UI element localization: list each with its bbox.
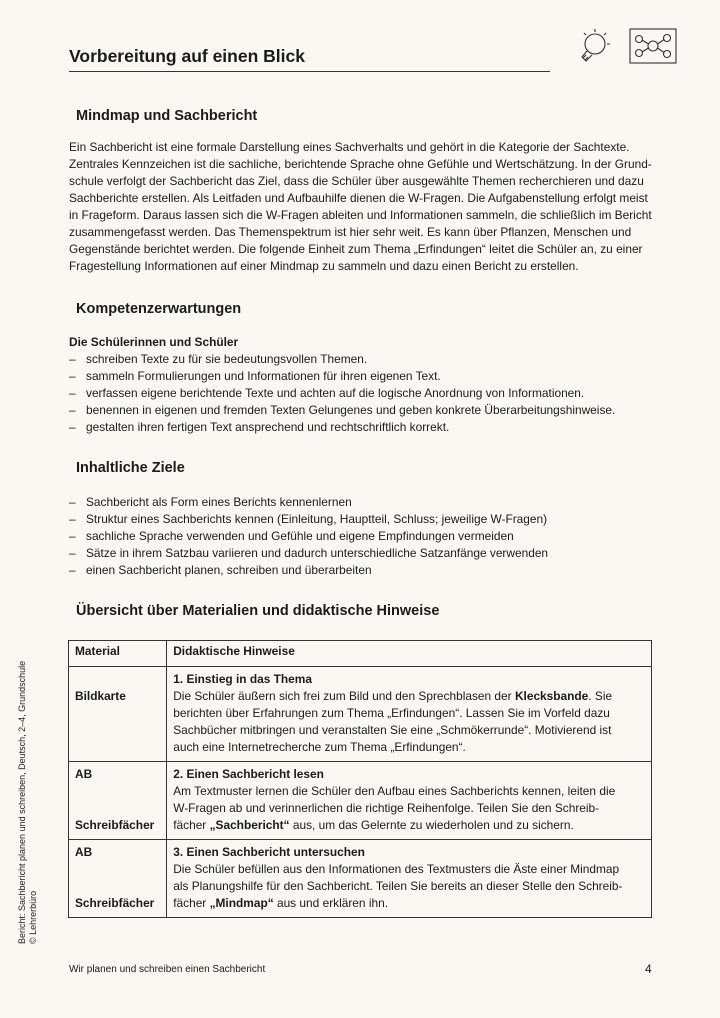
hint-line: Sachbücher mitbringen und veranstalten Sie eine „Schmökerrunde“. Motivierend ist — [173, 723, 612, 737]
list-item-text: benennen in eigenen und fremden Texten Gelungenes und geben konkrete Überarbeitungshinweise. — [86, 403, 616, 417]
material-cell — [69, 667, 167, 762]
hint-text: aus und erklären ihn. — [273, 896, 389, 910]
hint-line: Am Textmuster lernen die Schüler den Aufbau eines Sachberichts kennen, leiten die — [173, 784, 616, 798]
paragraph-line: Sachberichte erstellen. Als Leitfaden und Aufbauhilfe dienen die W-Fragen. Die Aufgabenstellung erfolgt meist — [69, 191, 648, 205]
hint-cell — [167, 762, 652, 840]
paragraph-line: Ein Sachbericht ist eine formale Darstellung eines Sachverhalts und gehört in die Kategorie der Sachtexte. — [69, 140, 630, 154]
section-heading-mindmap: Mindmap und Sachbericht — [76, 108, 258, 124]
material-label: AB — [75, 845, 93, 859]
material-label: Schreibfächer — [75, 818, 155, 832]
side-note-line: © Lehrerbüro — [28, 890, 38, 944]
hint-cell — [167, 667, 652, 762]
list-item — [69, 419, 669, 436]
dash-bullet: – — [69, 495, 76, 509]
dash-bullet: – — [69, 563, 76, 577]
footer-title: Wir planen und schreiben einen Sachbericht — [69, 964, 266, 975]
list-item — [69, 385, 669, 402]
hint-line: W-Fragen ab und verinnerlichen die richtige Reihenfolge. Teilen Sie den Schreib- — [173, 801, 600, 815]
hint-line — [173, 895, 645, 912]
section-heading-uebersicht: Übersicht über Materialien und didaktische Hinweise — [76, 603, 440, 619]
header-icons — [573, 27, 677, 69]
dash-bullet: – — [69, 512, 76, 526]
section-heading-kompetenz: Kompetenzerwartungen — [76, 301, 242, 317]
hint-line: berichten über Erfahrungen zum Thema „Erfindungen“. Lassen Sie im Vorfeld dazu — [173, 706, 610, 720]
paragraph-line: Zentrales Kennzeichen ist die sachliche, berichtende Sprache ohne Gefühle und Wertschätzung. In der Grund- — [69, 157, 652, 171]
step-title: 1. Einstieg in das Thema — [173, 672, 312, 686]
list-item — [69, 368, 669, 385]
list-item-text: gestalten ihren fertigen Text ansprechend und rechtschriftlich korrekt. — [86, 420, 450, 434]
list-item-text: Sachbericht als Form eines Berichts kennenlernen — [86, 495, 352, 509]
hint-line: Die Schüler befüllen aus den Informationen des Textmusters die Äste einer Mindmap — [173, 862, 620, 876]
paragraph-line: in Frageform. Daraus lassen sich die W-Fragen ableiten und Informationen sammeln, die schließlich im Bericht — [69, 208, 652, 222]
column-header-material: Material — [69, 641, 167, 667]
hint-line — [173, 817, 645, 834]
list-item — [69, 528, 669, 545]
dash-bullet: – — [69, 420, 76, 434]
lightbulb-icon — [573, 27, 615, 69]
list-item — [69, 402, 669, 419]
goals-list — [69, 494, 669, 579]
paragraph-line: Fragestellung Informationen auf einer Mindmap zu sammeln und dazu einen Bericht zu erstellen. — [69, 259, 579, 273]
material-label: Bildkarte — [75, 689, 126, 703]
mindmap-icon — [629, 27, 677, 65]
material-label: AB — [75, 767, 93, 781]
list-item-text: verfassen eigene berichtende Texte und achten auf die logische Anordnung von Informationen. — [86, 386, 585, 400]
list-item — [69, 511, 669, 528]
table-row — [69, 840, 652, 918]
table-row — [69, 762, 652, 840]
page-title: Vorbereitung auf einen Blick — [69, 46, 550, 72]
hint-text: . Sie — [588, 689, 613, 703]
dash-bullet: – — [69, 546, 76, 560]
material-cell — [69, 762, 167, 840]
column-header-hinweise: Didaktische Hinweise — [167, 641, 652, 667]
list-item — [69, 494, 669, 511]
side-note-line: Bericht: Sachbericht planen und schreiben, Deutsch, 2–4, Grundschule — [17, 660, 27, 944]
list-item-text: Sätze in ihrem Satzbau variieren und dadurch unterschiedliche Satzanfänge verwenden — [86, 546, 549, 560]
list-item-text: sachliche Sprache verwenden und Gefühle und eigene Empfindungen vermeiden — [86, 529, 514, 543]
list-item — [69, 351, 669, 368]
dash-bullet: – — [69, 369, 76, 383]
hint-bold-text: Klecksbande — [514, 689, 589, 703]
list-item — [69, 562, 669, 579]
paragraph-line: Gegenstände berichtet werden. Die folgende Einheit zum Thema „Erfindungen“ leitet die Schüler an, zu einer — [69, 242, 643, 256]
dash-bullet: – — [69, 352, 76, 366]
table-row — [69, 667, 652, 762]
page-number: 4 — [645, 962, 652, 976]
list-item-text: Struktur eines Sachberichts kennen (Einleitung, Hauptteil, Schluss; jeweilige W-Fragen) — [86, 512, 548, 526]
hint-text: fächer — [173, 896, 210, 910]
step-title: 3. Einen Sachbericht untersuchen — [173, 845, 365, 859]
hint-line — [173, 688, 645, 705]
dash-bullet: – — [69, 403, 76, 417]
paragraph-line: zusammengefasst werden. Das Themenspektrum ist hier sehr weit. Es kann über Pflanzen, Menschen und — [69, 225, 632, 239]
hint-cell — [167, 840, 652, 918]
list-item — [69, 545, 669, 562]
dash-bullet: – — [69, 386, 76, 400]
competence-list — [69, 351, 669, 436]
materials-table — [68, 640, 652, 918]
hint-bold-text: „Mindmap“ — [209, 896, 274, 910]
material-label: Schreibfächer — [75, 896, 155, 910]
list-item-text: einen Sachbericht planen, schreiben und überarbeiten — [86, 563, 372, 577]
table-header-row — [69, 641, 652, 667]
dash-bullet: – — [69, 529, 76, 543]
list-item-text: sammeln Formulierungen und Informationen für ihren eigenen Text. — [86, 369, 441, 383]
hint-line: auch eine Internetrecherche zum Thema „Erfindungen“. — [173, 740, 466, 754]
step-title: 2. Einen Sachbericht lesen — [173, 767, 324, 781]
intro-paragraph — [69, 139, 657, 275]
material-cell — [69, 840, 167, 918]
section-heading-ziele: Inhaltliche Ziele — [76, 460, 185, 476]
hint-bold-text: „Sachbericht“ — [209, 818, 290, 832]
list-item-text: schreiben Texte zu für sie bedeutungsvollen Themen. — [86, 352, 368, 366]
hint-text: aus, um das Gelernte zu wiederholen und zu sichern. — [289, 818, 574, 832]
hint-line: als Planungshilfe für den Sachbericht. Teilen Sie bereits an dieser Stelle den Schreib- — [173, 879, 623, 893]
hint-text: fächer — [173, 818, 210, 832]
side-copyright-note — [17, 661, 39, 944]
competence-subheading: Die Schülerinnen und Schüler — [69, 335, 239, 349]
hint-text: Die Schüler äußern sich frei zum Bild und den Sprechblasen der — [173, 689, 515, 703]
paragraph-line: schule verfolgt der Sachbericht das Ziel, dass die Schüler über ausgewählte Themen recherchieren und dazu — [69, 174, 644, 188]
